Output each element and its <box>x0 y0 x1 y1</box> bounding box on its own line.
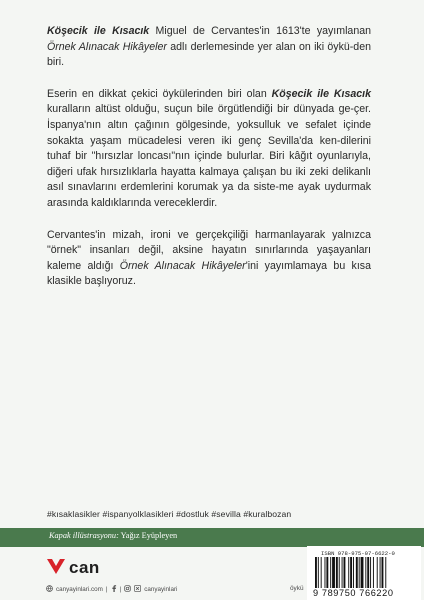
collection-title: Örnek Alınacak Hikâyeler <box>47 40 167 53</box>
facebook-icon[interactable] <box>111 585 117 594</box>
barcode-bar <box>344 557 346 588</box>
barcode-bar <box>377 557 378 588</box>
barcode-bar <box>350 557 352 588</box>
barcode-bar <box>361 557 364 588</box>
instagram-icon[interactable] <box>124 585 131 594</box>
illustration-credit <box>49 531 177 540</box>
barcode-bar <box>339 557 340 588</box>
barcode-bar <box>325 557 326 588</box>
publisher-logo <box>46 558 100 576</box>
hashtags: #kısaklasikler #ispanyolklasikleri #dostluk #sevilla #kuralbozan <box>47 509 292 519</box>
x-icon[interactable] <box>134 585 141 594</box>
collection-title: Örnek Alınacak Hikâyeler <box>119 259 246 272</box>
blurb-paragraph-3 <box>47 228 371 290</box>
barcode-bar <box>356 557 358 588</box>
barcode-bar <box>370 557 371 588</box>
book-title-highlight: Köşecik ile Kısacık <box>271 87 371 100</box>
barcode-bar <box>330 557 331 588</box>
barcode-bar <box>336 557 338 588</box>
barcode-bar <box>382 557 384 588</box>
barcode-icon <box>315 557 413 588</box>
blurb-paragraph-1 <box>47 24 371 71</box>
heart-v-icon <box>46 558 66 576</box>
barcode-bar <box>348 557 349 588</box>
blurb-text-segment: adlı derlemesinde yer alan on iki öykü-den biri. <box>47 40 371 69</box>
barcode-bar <box>342 557 343 588</box>
barcode-bar <box>385 557 386 588</box>
blurb-text-segment: Eserin en dikkat çekici öykülerinden biri olan <box>47 87 272 100</box>
blurb-text-segment: 'ini yayımlamaya bu kısa klasikle başlıyoruz. <box>47 259 371 288</box>
barcode-bar <box>359 557 360 588</box>
barcode-bar <box>318 557 319 588</box>
blurb-text <box>47 24 371 306</box>
social-handle[interactable]: canyayinlari <box>144 586 178 593</box>
barcode-block <box>307 546 421 600</box>
blurb-text-segment: kuralların altüst olduğu, suçun bile örgütlendiği bir dünyada ge-çer. İspanya'nın altın çağının gölgesinde, yoksulluk ve sefalet içinde sokakta yaşam mücadelesi veren iki genç Sevilla'da ken-dilerini tuhaf bir "hırsızlar loncası"nın içinde bulurlar. Biri kâğıt oyunlarıyla, diğeri ufak hırsızlıklarla hayatta kalmaya çalışan bu iki zeki delikanlı asıl sınavlarını erdemlerini korumak ya da siste-me ayak uydurmak arasında kaldıklarında vereceklerdir. <box>47 103 371 209</box>
illustration-credit-bar <box>0 528 424 547</box>
barcode-bar <box>321 557 322 588</box>
barcode-bar <box>353 557 354 588</box>
publisher-contact <box>46 585 177 594</box>
blurb-text-segment: Cervantes'in mizah, ironi ve gerçekçiliği harmanlayarak yalnızca "örnek" insanları değil, aksine hayatın sınırlarında yaşayanları kaleme aldığı <box>47 228 371 272</box>
barcode-bar <box>367 557 369 588</box>
book-title-highlight: Köşecik ile Kısacık <box>47 25 150 37</box>
barcode-bar <box>332 557 335 588</box>
credit-name: Yağız Eyüpleyen <box>118 531 178 540</box>
blurb-paragraph-2 <box>47 87 371 212</box>
isbn-text: ISBN 978-975-07-6622-0 <box>321 550 395 557</box>
barcode-number: 9 789750 766220 <box>313 588 394 598</box>
barcode-bar <box>365 557 366 588</box>
separator: | <box>105 586 108 593</box>
barcode-bar <box>380 557 381 588</box>
website-link[interactable]: canyayinlari.com <box>56 586 103 593</box>
barcode-bar <box>373 557 374 588</box>
separator: | <box>119 586 122 593</box>
genre-label: öykü <box>290 585 304 592</box>
barcode-bar <box>326 557 328 588</box>
credit-label: Kapak illüstrasyonu: <box>49 531 119 540</box>
publisher-logo-text: can <box>69 557 100 577</box>
barcode-bar <box>315 557 317 588</box>
blurb-text-segment: Miguel de Cervantes'in 1613'te yayımlanan <box>149 25 371 37</box>
globe-icon <box>46 585 53 594</box>
